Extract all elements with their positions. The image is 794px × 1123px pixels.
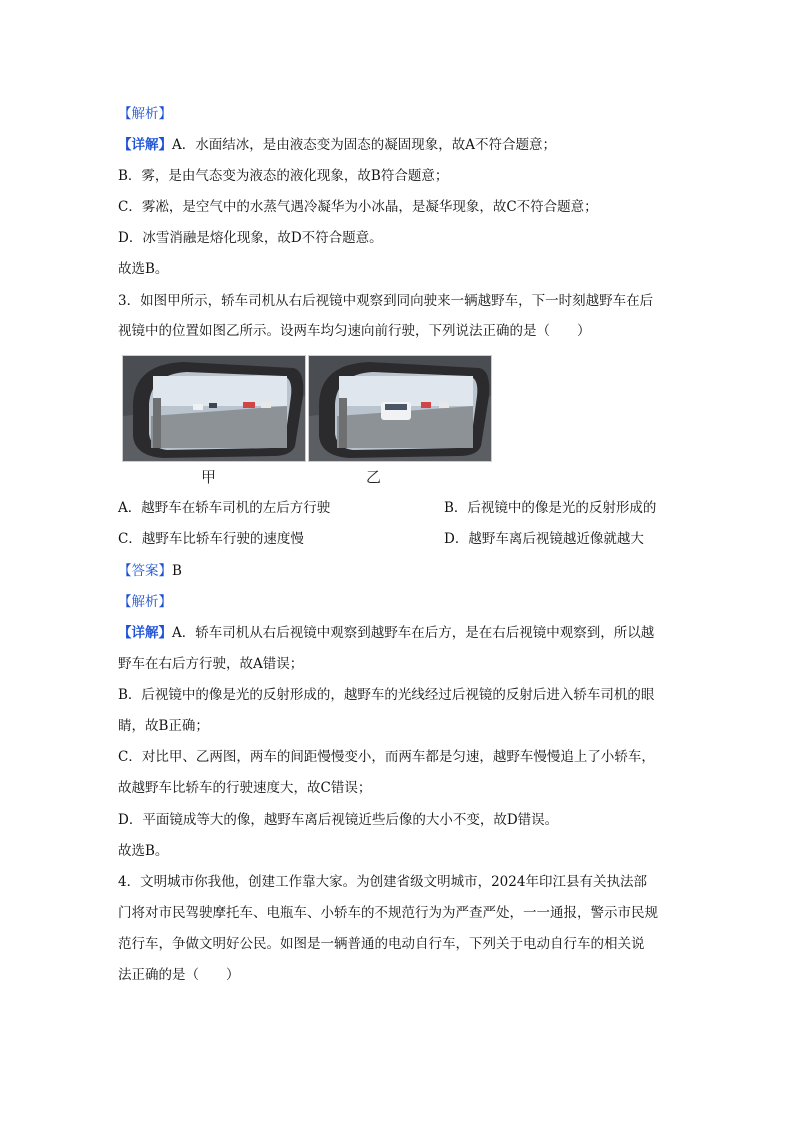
q3-explain-d: D．平面镜成等大的像，越野车离后视镜近些后像的大小不变，故D错误。 xyxy=(118,812,559,828)
q3-explain-a1-text: A．轿车司机从右后视镜中观察到越野车在后方，是在右后视镜中观察到，所以越 xyxy=(172,625,655,641)
q3-answer xyxy=(118,562,182,580)
detail-line-d: D．冰雪消融是熔化现象，故D不符合题意。 xyxy=(118,230,383,246)
caption-left: 甲 xyxy=(201,468,217,486)
q3-option-b: B．后视镜中的像是光的反射形成的 xyxy=(444,500,657,516)
mirror-image-right xyxy=(309,356,492,462)
detail-line-c: C．雾凇，是空气中的水蒸气遇冷凝华为小冰晶，是凝华现象，故C不符合题意； xyxy=(118,199,598,215)
q3-stem-line-1: 3．如图甲所示，轿车司机从右后视镜中观察到同向驶来一辆越野车，下一时刻越野车在后 xyxy=(118,293,654,309)
q4-line-4: 法正确的是（ ） xyxy=(118,967,240,983)
choice-conclusion: 故选B。 xyxy=(118,261,169,277)
q3-detail-label: 【详解】 xyxy=(118,625,172,641)
q3-analysis-heading: 【解析】 xyxy=(118,594,172,610)
q3-explain-c2: 故越野车比轿车的行驶速度大，故C错误； xyxy=(118,780,372,796)
q3-explain-a1 xyxy=(118,624,654,642)
q3-option-a: A．越野车在轿车司机的左后方行驶 xyxy=(118,500,331,516)
answer-label: 【答案】 xyxy=(118,563,172,579)
q3-stem-line-2: 视镜中的位置如图乙所示。设两车均匀速向前行驶，下列说法正确的是（ ） xyxy=(118,323,591,339)
detail-text-a: A．水面结冰，是由液态变为固态的凝固现象，故A不符合题意； xyxy=(172,137,556,153)
q4-line-1: 4．文明城市你我他，创建工作靠大家。为创建省级文明城市，2024年印江县有关执法部 xyxy=(118,874,647,890)
detail-line-b: B．雾，是由气态变为液态的液化现象，故B符合题意； xyxy=(118,168,449,184)
mirror-photo-left xyxy=(122,355,306,462)
q4-line-2: 门将对市民驾驶摩托车、电瓶车、小轿车的不规范行为为严查严处，一一通报，警示市民规 xyxy=(118,905,658,921)
caption-right: 乙 xyxy=(366,468,382,486)
answer-value: B xyxy=(172,563,182,579)
q3-option-d: D．越野车离后视镜越近像就越大 xyxy=(444,531,644,547)
q3-explain-b1: B．后视镜中的像是光的反射形成的，越野车的光线经过后视镜的反射后进入轿车司机的眼 xyxy=(118,687,655,703)
q3-choice-conclusion: 故选B。 xyxy=(118,843,169,859)
mirror-image-left xyxy=(123,356,306,462)
q3-explain-b2: 睛，故B正确； xyxy=(118,718,209,734)
q3-explain-c1: C．对比甲、乙两图，两车的间距慢慢变小，而两车都是匀速，越野车慢慢追上了小轿车， xyxy=(118,749,655,765)
q3-explain-a2: 野车在右后方行驶，故A错误； xyxy=(118,656,304,672)
q4-line-3: 范行车，争做文明好公民。如图是一辆普通的电动自行车，下列关于电动自行车的相关说 xyxy=(118,936,645,952)
analysis-heading: 【解析】 xyxy=(118,106,172,122)
detail-line-a xyxy=(118,136,556,154)
q3-option-c: C．越野车比轿车行驶的速度慢 xyxy=(118,531,304,547)
detail-label: 【详解】 xyxy=(118,137,172,153)
mirror-photo-right xyxy=(308,355,492,462)
